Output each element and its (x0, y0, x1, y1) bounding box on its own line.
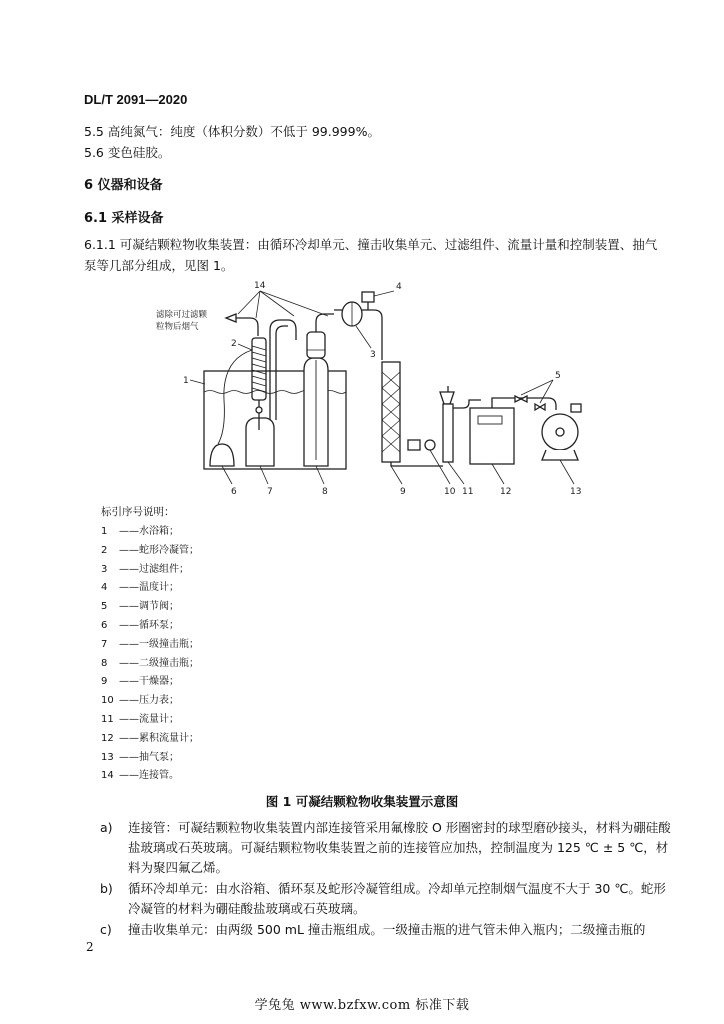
legend-title: 标引序号说明： (101, 506, 175, 518)
legend-item: 13 ——抽气泵； (101, 751, 179, 763)
flowmeter (440, 392, 454, 404)
legend-item: 4 ——温度计； (101, 582, 179, 594)
callout-13: 13 (570, 487, 582, 497)
legend-item: 6 ——循环泵； (101, 619, 179, 631)
list-item-text: 循环冷却单元：由水浴箱、循环泵及蛇形冷凝管组成。冷却单元控制烟气温度不大于 30 ℃。蛇形冷凝管的材料为硼硅酸盐玻璃或石英玻璃。 (128, 881, 666, 916)
vacuum-pump (542, 414, 578, 450)
first-impinger (246, 418, 274, 466)
legend-item: 11 ——流量计； (101, 713, 179, 725)
legend-list (101, 523, 199, 786)
inlet-pipe (236, 318, 258, 336)
inlet-label-1: 滤除可过滤颗 (156, 310, 208, 320)
callout-12: 12 (500, 487, 512, 497)
callout-1: 1 (183, 376, 189, 386)
section-6-1-heading: 6.1 采样设备 (84, 211, 164, 226)
callout-4: 4 (396, 282, 402, 292)
inlet-label-2: 粒物后烟气 (156, 322, 199, 332)
legend-item: 2 ——蛇形冷凝管； (101, 544, 199, 556)
list-item-text: 撞击收集单元：由两级 500 mL 撞击瓶组成。一级撞击瓶的进气管未伸入瓶内；二级撞击瓶的 (128, 922, 646, 937)
list-item (100, 920, 672, 940)
section-6-heading: 6 仪器和设备 (84, 178, 163, 193)
circulation-pump (210, 444, 234, 466)
callout-9: 9 (400, 487, 406, 497)
callout-11: 11 (462, 487, 474, 497)
pressure-gauge (408, 440, 420, 450)
regulating-valve (515, 396, 527, 402)
callout-7: 7 (267, 487, 273, 497)
callout-6: 6 (231, 487, 237, 497)
clause-5-5: 5.5 高纯氮气：纯度（体积分数）不低于 99.999%。 (84, 124, 380, 139)
page-number: 2 (86, 940, 94, 954)
callout-14-leaders (238, 291, 328, 318)
legend-item: 9 ——干燥器； (101, 676, 179, 688)
list-item (100, 879, 672, 920)
legend-item: 12 ——累积流量计； (101, 732, 199, 744)
standard-code: DL/T 2091—2020 (84, 92, 188, 107)
callout-8: 8 (322, 487, 328, 497)
list-item-label: b) (100, 881, 113, 896)
legend-item: 3 ——过滤组件； (101, 563, 189, 575)
list-item-label: c) (100, 922, 112, 937)
legend-item: 7 ——一级撞击瓶； (101, 638, 199, 650)
callout-5: 5 (555, 371, 561, 381)
callout-10: 10 (444, 487, 456, 497)
legend-item: 8 ——二级撞击瓶； (101, 657, 199, 669)
clause-5-6: 5.6 变色硅胶。 (84, 145, 171, 160)
callout-3: 3 (370, 350, 376, 360)
legend-item: 1 ——水浴箱； (101, 526, 179, 537)
list-item (100, 818, 672, 879)
apparatus-diagram (130, 278, 600, 500)
site-footer: 学兔兔 www.bzfxw.com 标准下载 (254, 998, 470, 1013)
callout-14: 14 (254, 281, 266, 291)
callout-2: 2 (231, 339, 237, 349)
figure-caption: 图 1 可凝结颗粒物收集装置示意图 (265, 794, 459, 809)
legend-item: 5 ——调节阀； (101, 601, 179, 613)
clause-6-1-1: 6.1.1 可凝结颗粒物收集装置：由循环冷却单元、撞击收集单元、过滤组件、流量计量和控制装置、抽气泵等几部分组成，见图 1。 (84, 237, 658, 273)
list-item-text: 连接管：可凝结颗粒物收集装置内部连接管采用氟橡胶 O 形圈密封的球型磨砂接头，材料为硼硅酸盐玻璃或石英玻璃。可凝结颗粒物收集装置之前的连接管应加热，控制温度为 125 ℃ ± 5 ℃，材料为聚四氟乙烯。 (128, 820, 671, 875)
requirements-list (100, 818, 672, 940)
list-item-label: a) (100, 820, 113, 835)
legend-item: 14 ——连接管。 (101, 770, 179, 782)
thermometer (362, 292, 374, 302)
legend-item: 10 ——压力表； (101, 695, 179, 707)
